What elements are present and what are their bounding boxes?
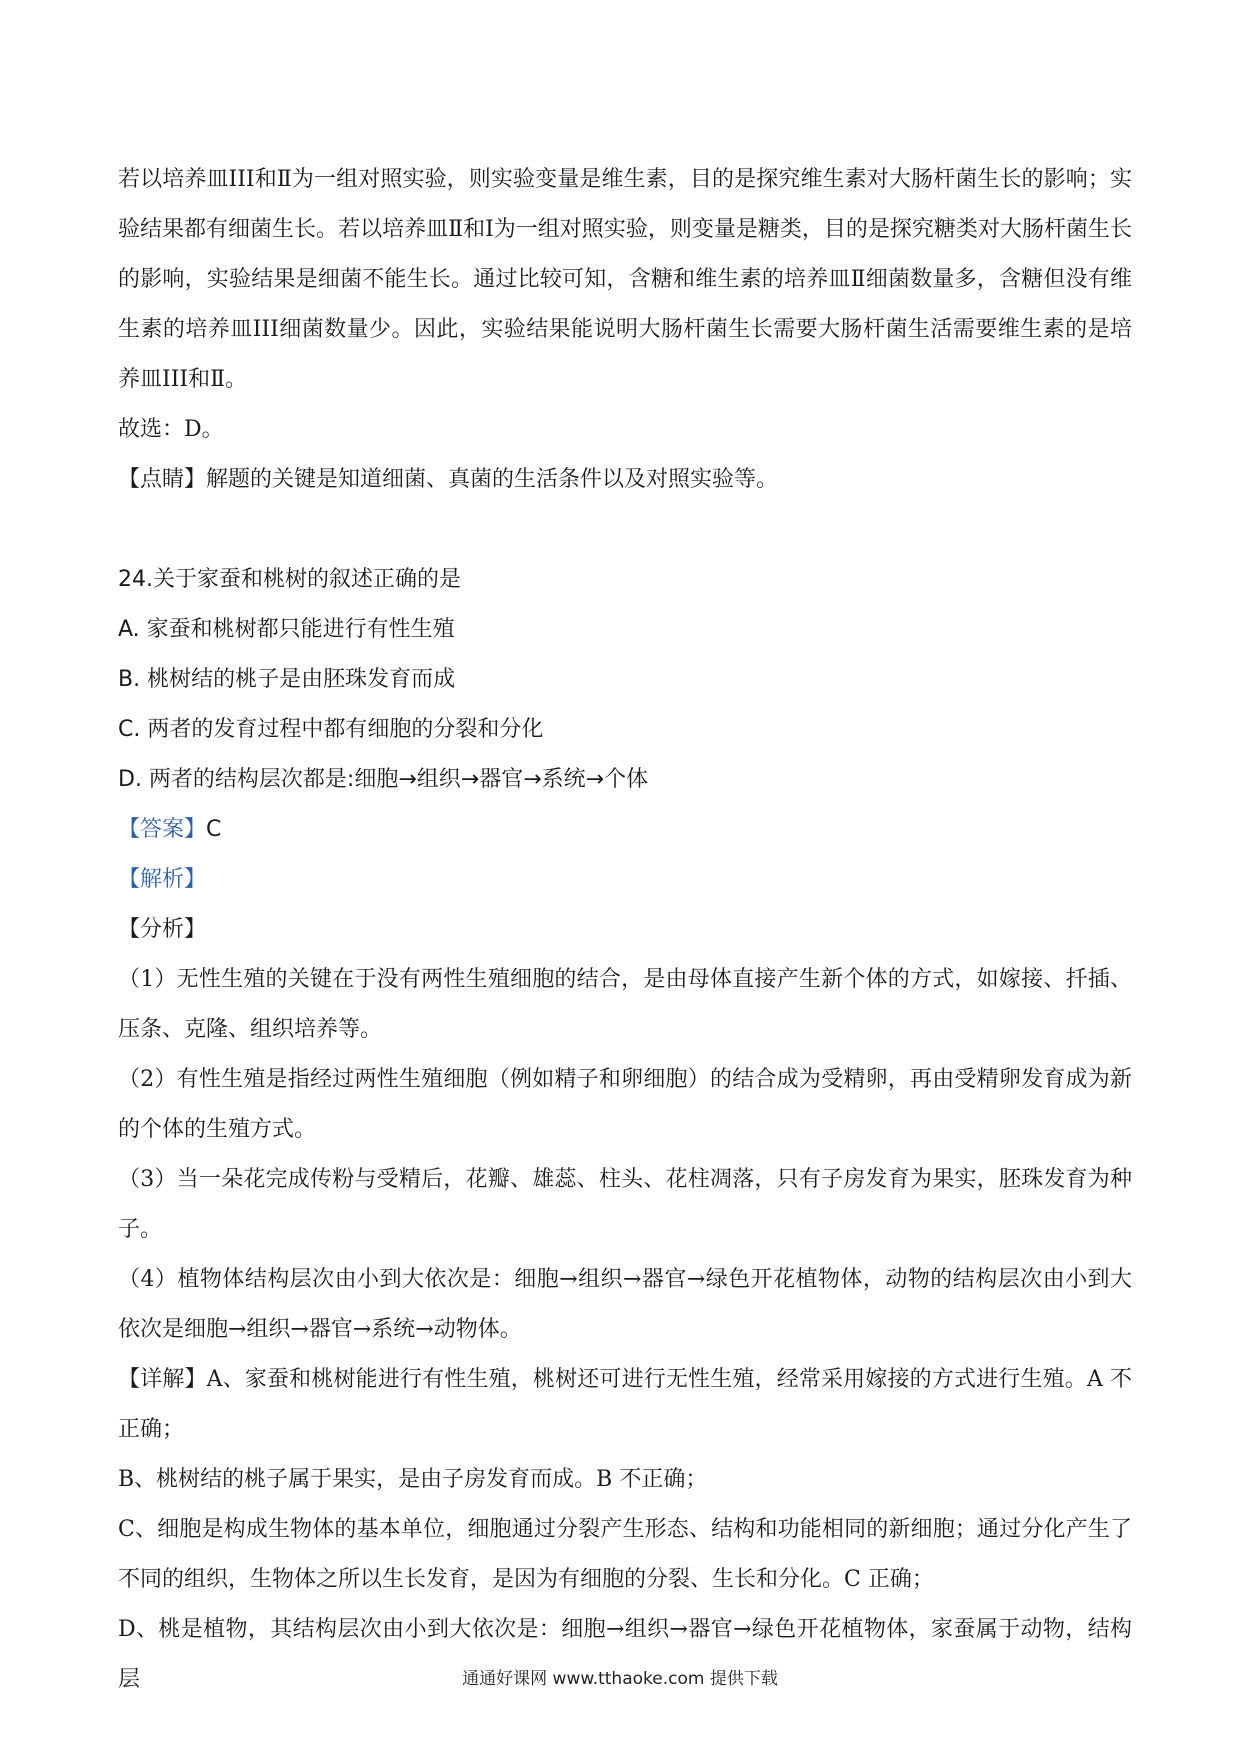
detail-c: C、细胞是构成生物体的基本单位，细胞通过分裂产生形态、结构和功能相同的新细胞；通过分化产生了不同的组织，生物体之所以生长发育，是因为有细胞的分裂、生长和分化。C 正确； bbox=[118, 1517, 1132, 1592]
detail-b: B、桃树结的桃子属于果实，是由子房发育而成。B 不正确； bbox=[118, 1467, 708, 1492]
analysis-point-2: （2）有性生殖是指经过两性生殖细胞（例如精子和卵细胞）的结合成为受精卵，再由受精卵发育成为新的个体的生殖方式。 bbox=[118, 1067, 1132, 1142]
answer-value: C bbox=[206, 817, 222, 842]
option-d: D. 两者的结构层次都是:细胞→组织→器官→系统→个体 bbox=[118, 767, 649, 792]
analysis-header: 【分析】 bbox=[118, 917, 207, 942]
answer-line bbox=[118, 805, 1132, 855]
document-body bbox=[118, 155, 1132, 1705]
option-b: B. 桃树结的桃子是由胚珠发育而成 bbox=[118, 667, 456, 692]
explanation-continuation: 若以培养皿III和Ⅱ为一组对照实验，则实验变量是维生素，目的是探究维生素对大肠杆菌生长的影响；实验结果都有细菌生长。若以培养皿Ⅱ和Ⅰ为一组对照实验，则变量是糖类，目的是探究糖类对大肠杆菌生长的影响，实验结果是细菌不能生长。通过比较可知，含糖和维生素的培养皿Ⅱ细菌数量多，含糖但没有维生素的培养皿III细菌数量少。因此，实验结果能说明大肠杆菌生长需要大肠杆菌生活需要维生素的是培养皿III和Ⅱ。 bbox=[118, 167, 1132, 392]
answer-label: 【答案】 bbox=[118, 817, 207, 842]
key-point: 【点睛】解题的关键是知道细菌、真菌的生活条件以及对照实验等。 bbox=[118, 467, 779, 492]
analysis-point-3: （3）当一朵花完成传粉与受精后，花瓣、雄蕊、柱头、花柱凋落，只有子房发育为果实，胚珠发育为种子。 bbox=[118, 1167, 1132, 1242]
page-footer: 通通好课网 www.tthaoke.com 提供下载 bbox=[462, 1669, 778, 1689]
analysis-point-4: （4）植物体结构层次由小到大依次是：细胞→组织→器官→绿色开花植物体，动物的结构层次由小到大依次是细胞→组织→器官→系统→动物体。 bbox=[118, 1267, 1132, 1342]
choice-line: 故选：D。 bbox=[118, 417, 224, 442]
option-c: C. 两者的发育过程中都有细胞的分裂和分化 bbox=[118, 717, 544, 742]
analysis-label: 【解析】 bbox=[118, 867, 207, 892]
section-gap bbox=[118, 505, 1132, 555]
analysis-point-1: （1）无性生殖的关键在于没有两性生殖细胞的结合，是由母体直接产生新个体的方式，如嫁接、扦插、压条、克隆、组织培养等。 bbox=[118, 967, 1132, 1042]
question-stem: 24.关于家蚕和桃树的叙述正确的是 bbox=[118, 567, 461, 592]
option-a: A. 家蚕和桃树都只能进行有性生殖 bbox=[118, 617, 455, 642]
detail-a: 【详解】A、家蚕和桃树能进行有性生殖，桃树还可进行无性生殖，经常采用嫁接的方式进行生殖。A 不正确； bbox=[118, 1367, 1132, 1442]
detail-d: D、桃是植物，其结构层次由小到大依次是：细胞→组织→器官→绿色开花植物体，家蚕属于动物，结构层 bbox=[118, 1617, 1132, 1692]
